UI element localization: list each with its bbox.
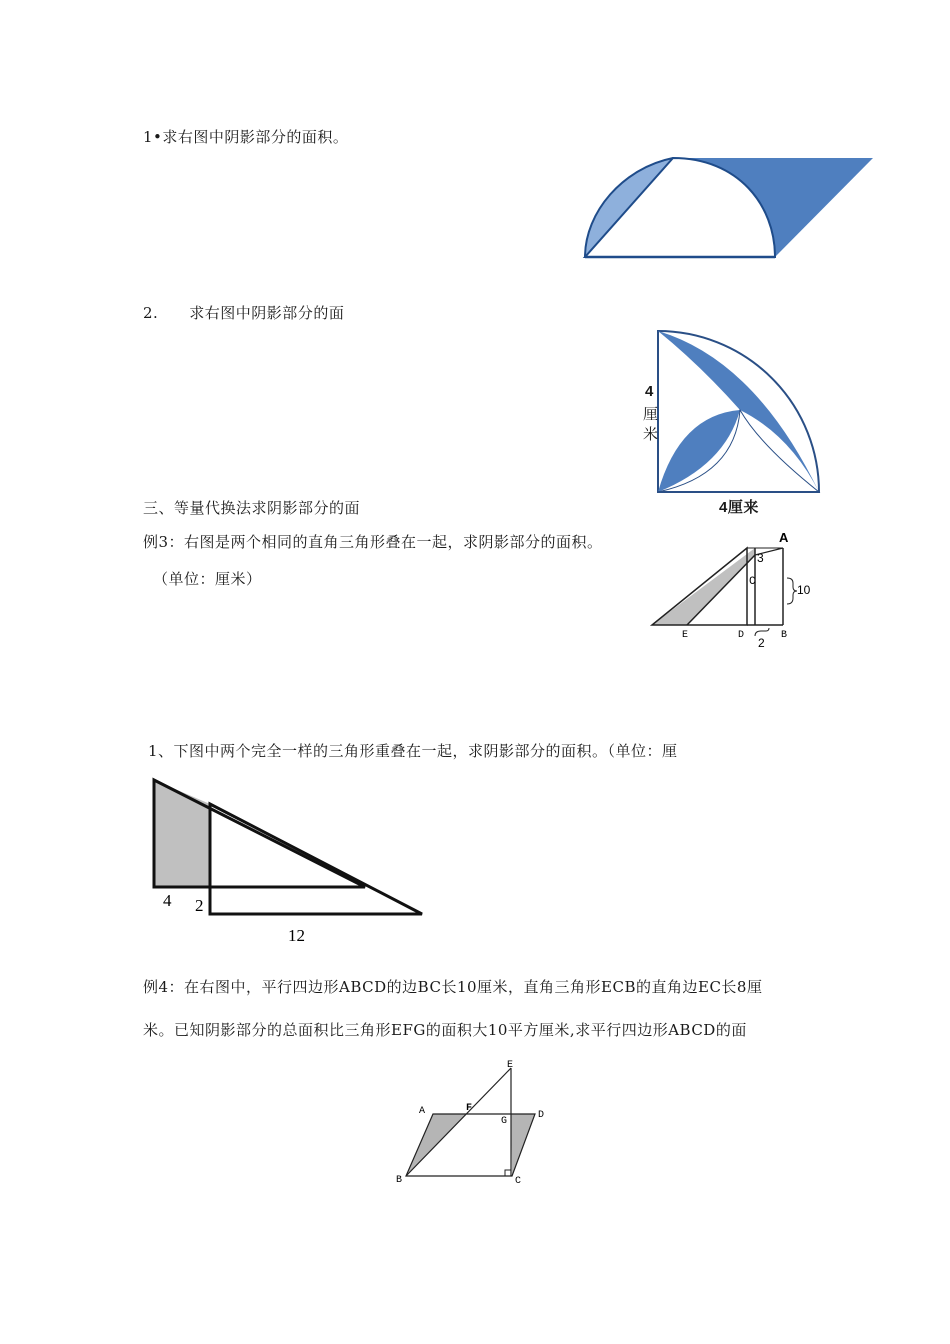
e3-label-d: D (738, 630, 745, 641)
e3-brace-2 (755, 628, 769, 636)
e4-label-d: D (538, 1110, 545, 1121)
e4-label-a: A (419, 1106, 426, 1117)
example-4-line-2: 米。已知阴影部分的总面积比三角形EFG的面积大10平方厘米,求平行四边形ABCD的面 (143, 1021, 747, 1039)
ex1-label-2: 2 (195, 896, 204, 915)
e4-label-g: G (501, 1116, 508, 1127)
e3-hyp-2 (687, 555, 755, 625)
example-3-unit: （单位：厘米） (153, 570, 262, 588)
ex1-label-4: 4 (163, 891, 172, 910)
p2-left-unit2: 米 (643, 426, 659, 443)
e3-label-3: 3 (757, 551, 764, 565)
example-3-text: 例3：右图是两个相同的直角三角形叠在一起，求阴影部分的面积。 (143, 533, 603, 551)
p2-bottom-label: 4厘来 (719, 499, 759, 516)
e3-label-a: A (779, 530, 789, 545)
problem-1-text: 1•求右图中阴影部分的面积。 (143, 128, 349, 146)
problem-2-figure (640, 325, 830, 500)
e3-triangle-1 (652, 548, 747, 625)
problem-1-figure (578, 150, 878, 265)
e4-label-b: B (396, 1175, 403, 1186)
problem-2-text: 2. 求右图中阴影部分的面 (143, 304, 345, 322)
e3-label-10: 10 (797, 583, 811, 597)
ex1-triangle-2 (210, 804, 422, 914)
ex1-shade (154, 780, 210, 887)
exercise-1-text: 1、下图中两个完全一样的三角形重叠在一起，求阴影部分的面积。（单位：厘 (148, 742, 678, 760)
ex1-label-12: 12 (288, 926, 305, 945)
p2-left-num: 4 (645, 383, 654, 400)
example-4-figure (390, 1060, 560, 1190)
example-4-line-1: 例4：在右图中，平行四边形ABCD的边BC长10厘米，直角三角形ECB的直角边EC长8厘 (143, 978, 763, 996)
exercise-1-figure (145, 772, 435, 952)
e4-label-e: E (507, 1060, 514, 1071)
e3-label-e: E (682, 630, 689, 641)
e4-label-c: C (515, 1176, 522, 1187)
section-3-heading: 三、等量代换法求阴影部分的面 (143, 499, 361, 517)
example-3-figure (645, 530, 815, 650)
e4-label-f: F (466, 1103, 473, 1114)
e3-label-b: B (781, 630, 788, 641)
e3-brace-10 (787, 578, 797, 604)
p2-left-unit1: 厘 (643, 406, 659, 423)
e4-hypotenuse (406, 1068, 511, 1176)
e3-shade (652, 548, 755, 625)
e3-label-2: 2 (758, 636, 765, 650)
e4-right-angle (505, 1170, 511, 1176)
e3-label-c: C (749, 576, 756, 588)
